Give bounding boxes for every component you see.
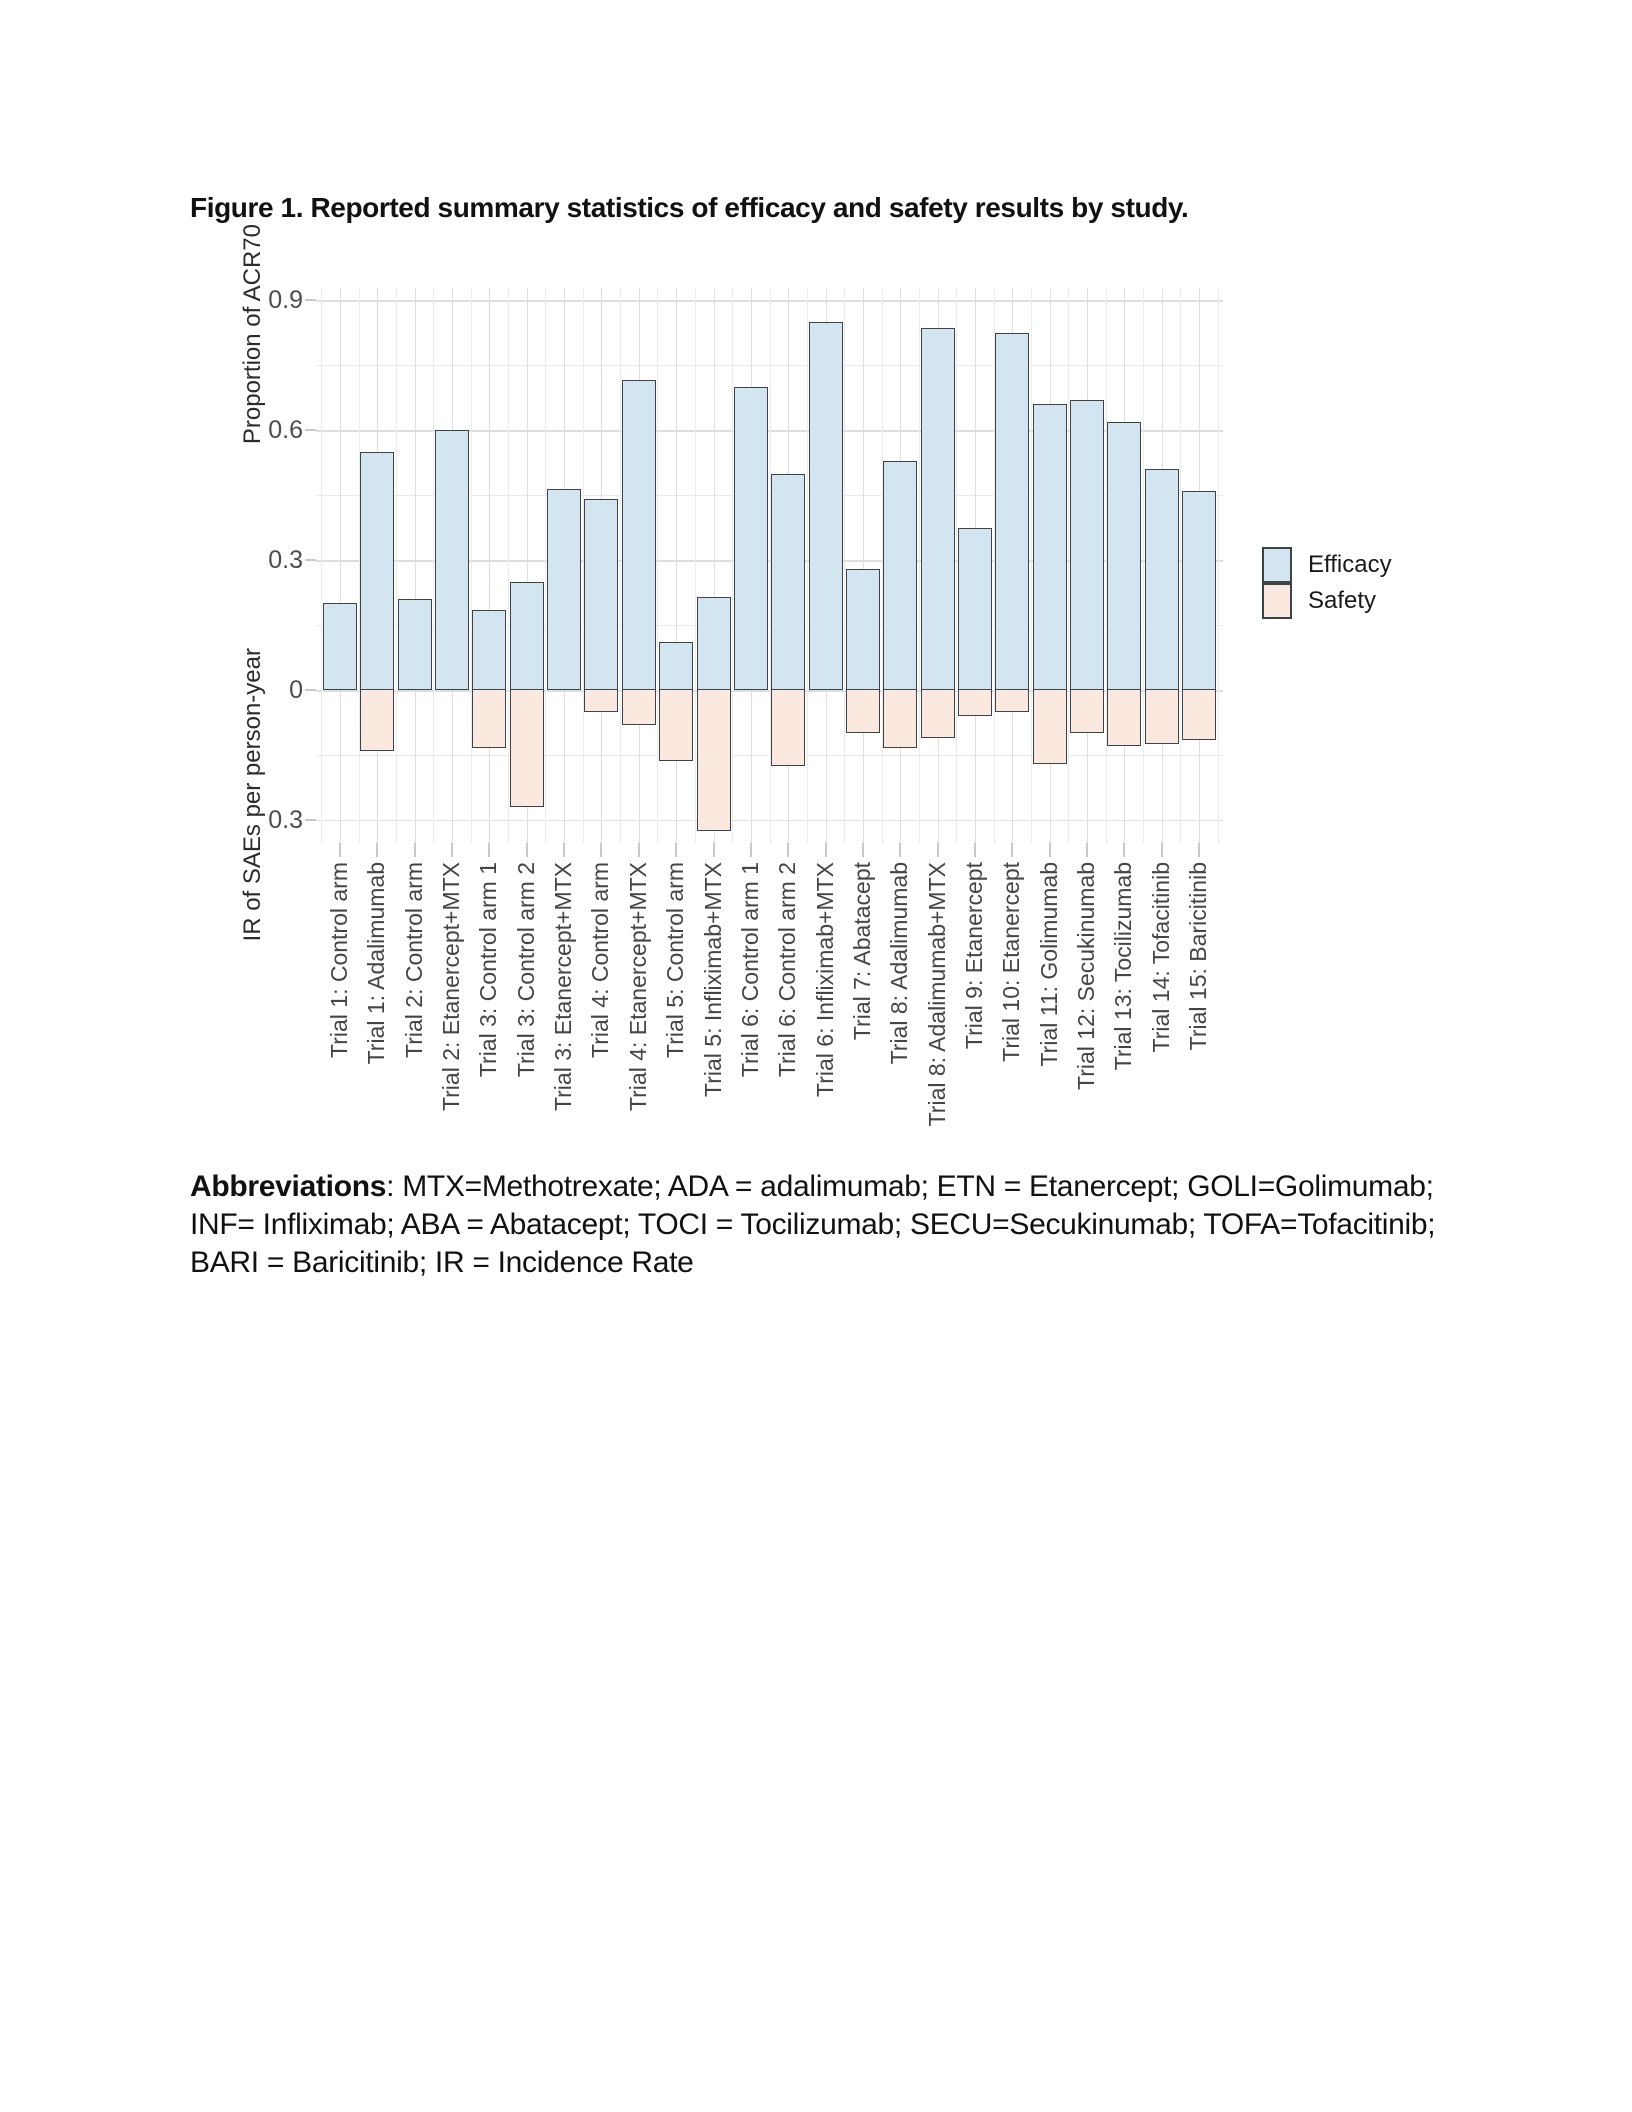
safety-bar bbox=[995, 689, 1029, 712]
efficacy-bar bbox=[323, 603, 357, 690]
x-tick-mark bbox=[862, 843, 864, 857]
safety-bar bbox=[1033, 689, 1067, 764]
gridline-major bbox=[489, 288, 490, 843]
efficacy-swatch bbox=[1262, 547, 1292, 583]
x-tick-mark bbox=[1161, 843, 1163, 857]
x-tick-mark bbox=[1049, 843, 1051, 857]
efficacy-bar bbox=[921, 328, 955, 690]
x-tick-label: Trial 2: Etanercept+MTX bbox=[438, 862, 465, 1112]
abbreviations-line1-text: : MTX=Methotrexate; ADA = adalimumab; ETN = Etanercept; GOLI=Golimumab; bbox=[386, 1170, 1434, 1203]
x-tick-label: Trial 13: Tocilizumab bbox=[1110, 862, 1137, 1071]
gridline-minor bbox=[471, 288, 472, 843]
abbreviations bbox=[190, 1168, 1520, 1282]
safety-bar bbox=[1070, 689, 1104, 733]
x-tick-label: Trial 9: Etanercept bbox=[960, 862, 987, 1050]
x-tick-label: Trial 4: Control arm bbox=[587, 862, 614, 1058]
safety-bar bbox=[360, 689, 394, 751]
abbreviations-line: BARI = Baricitinib; IR = Incidence Rate bbox=[190, 1246, 694, 1279]
efficacy-bar bbox=[1033, 404, 1067, 690]
safety-bar bbox=[622, 689, 656, 725]
efficacy-bar bbox=[1182, 491, 1216, 690]
x-tick-mark bbox=[675, 843, 677, 857]
x-tick-mark bbox=[825, 843, 827, 857]
y-tick-mark bbox=[305, 819, 316, 821]
efficacy-bar bbox=[1070, 400, 1104, 690]
x-tick-label: Trial 6: Control arm 2 bbox=[774, 862, 801, 1078]
x-tick-mark bbox=[376, 843, 378, 857]
efficacy-bar bbox=[547, 489, 581, 690]
x-tick-mark bbox=[638, 843, 640, 857]
safety-bar bbox=[697, 689, 731, 831]
efficacy-bar bbox=[1145, 469, 1179, 690]
y-tick-mark bbox=[305, 299, 316, 301]
x-tick-mark bbox=[1123, 843, 1125, 857]
x-tick-mark bbox=[937, 843, 939, 857]
efficacy-bar bbox=[846, 569, 880, 690]
x-tick-mark bbox=[488, 843, 490, 857]
x-tick-label: Trial 2: Control arm bbox=[400, 862, 427, 1058]
gridline-minor bbox=[321, 288, 322, 843]
y-axis-title-efficacy: Proportion of ACR70 bbox=[239, 224, 266, 445]
y-tick-mark bbox=[305, 689, 316, 691]
y-tick-label: 0.6 bbox=[268, 416, 303, 445]
gridline-minor bbox=[1218, 288, 1219, 843]
safety-bar bbox=[1182, 689, 1216, 740]
safety-bar bbox=[921, 689, 955, 738]
x-tick-mark bbox=[1086, 843, 1088, 857]
efficacy-bar bbox=[584, 499, 618, 690]
y-axis-title-safety: IR of SAEs per person-year bbox=[239, 648, 266, 942]
y-tick-mark bbox=[305, 559, 316, 561]
efficacy-bar bbox=[659, 642, 693, 690]
x-tick-mark bbox=[563, 843, 565, 857]
safety-bar bbox=[846, 689, 880, 733]
gridline-minor bbox=[396, 288, 397, 843]
efficacy-bar bbox=[1107, 422, 1141, 690]
efficacy-bar bbox=[472, 610, 506, 690]
x-tick-label: Trial 8: Adalimumab+MTX bbox=[923, 862, 950, 1127]
x-tick-label: Trial 3: Etanercept+MTX bbox=[550, 862, 577, 1112]
efficacy-bar bbox=[398, 599, 432, 690]
x-tick-label: Trial 14: Tofacitinib bbox=[1147, 862, 1174, 1053]
x-tick-mark bbox=[750, 843, 752, 857]
x-tick-mark bbox=[787, 843, 789, 857]
x-tick-label: Trial 5: Infliximab+MTX bbox=[699, 862, 726, 1097]
y-tick-label: 0.3 bbox=[268, 546, 303, 575]
safety-bar bbox=[883, 689, 917, 748]
abbreviations-lead: Abbreviations bbox=[190, 1170, 387, 1203]
gridline-minor bbox=[844, 288, 845, 843]
x-tick-mark bbox=[1011, 843, 1013, 857]
x-tick-label: Trial 6: Infliximab+MTX bbox=[811, 862, 838, 1097]
x-tick-label: Trial 11: Golimumab bbox=[1035, 862, 1062, 1067]
efficacy-bar bbox=[771, 474, 805, 691]
efficacy-bar bbox=[883, 461, 917, 690]
abbreviations-line bbox=[190, 1168, 1520, 1206]
efficacy-bar bbox=[697, 597, 731, 690]
x-tick-mark bbox=[1198, 843, 1200, 857]
legend-label-safety: Safety bbox=[1308, 587, 1377, 614]
efficacy-bar bbox=[435, 430, 469, 690]
y-tick-label: 0 bbox=[289, 676, 303, 704]
x-tick-label: Trial 5: Control arm bbox=[662, 862, 689, 1058]
x-tick-label: Trial 4: Etanercept+MTX bbox=[624, 862, 651, 1112]
efficacy-bar bbox=[734, 387, 768, 690]
efficacy-bar bbox=[958, 528, 992, 690]
safety-bar bbox=[584, 689, 618, 712]
x-tick-mark bbox=[713, 843, 715, 857]
chart-panel bbox=[316, 288, 1223, 843]
abbreviations-line: INF= Infliximab; ABA = Abatacept; TOCI = Tocilizumab; SECU=Secukinumab; TOFA=Tofacitinib; bbox=[190, 1208, 1436, 1241]
figure-title: Figure 1. Reported summary statistics of efficacy and safety results by study. bbox=[190, 192, 1189, 223]
y-tick-label: 0.3 bbox=[268, 805, 303, 834]
x-tick-mark bbox=[451, 843, 453, 857]
legend-entry-safety bbox=[1262, 583, 1392, 619]
x-tick-label: Trial 3: Control arm 2 bbox=[512, 862, 539, 1078]
x-tick-label: Trial 7: Abatacept bbox=[848, 862, 875, 1041]
safety-bar bbox=[1107, 689, 1141, 746]
x-tick-label: Trial 1: Adalimumab bbox=[363, 862, 390, 1065]
efficacy-bar bbox=[995, 333, 1029, 690]
x-tick-mark bbox=[974, 843, 976, 857]
efficacy-bar bbox=[809, 322, 843, 690]
x-tick-label: Trial 1: Control arm bbox=[326, 862, 352, 1058]
efficacy-bar bbox=[510, 582, 544, 690]
legend-entry-efficacy bbox=[1262, 547, 1392, 583]
x-tick-label: Trial 12: Secukinumab bbox=[1073, 862, 1099, 1090]
safety-bar bbox=[472, 689, 506, 748]
x-tick-mark bbox=[600, 843, 602, 857]
safety-bar bbox=[510, 689, 544, 807]
x-tick-mark bbox=[339, 843, 341, 857]
legend bbox=[1262, 547, 1392, 619]
safety-bar bbox=[1145, 689, 1179, 744]
safety-bar bbox=[958, 689, 992, 716]
x-tick-label: Trial 3: Control arm 1 bbox=[475, 862, 502, 1078]
y-tick-mark bbox=[305, 429, 316, 431]
x-tick-label: Trial 8: Adalimumab bbox=[886, 862, 913, 1065]
safety-swatch bbox=[1262, 583, 1292, 619]
x-tick-label: Trial 6: Control arm 1 bbox=[736, 862, 763, 1078]
gridline-major bbox=[415, 288, 416, 843]
gridline-major bbox=[340, 288, 341, 843]
efficacy-bar bbox=[622, 380, 656, 690]
x-tick-mark bbox=[414, 843, 416, 857]
x-tick-label: Trial 10: Etanercept bbox=[998, 862, 1025, 1062]
safety-bar bbox=[771, 689, 805, 766]
x-tick-label: Trial 15: Baricitinib bbox=[1185, 862, 1212, 1051]
efficacy-bar bbox=[360, 452, 394, 690]
legend-label-efficacy: Efficacy bbox=[1308, 551, 1392, 578]
x-tick-mark bbox=[899, 843, 901, 857]
safety-bar bbox=[659, 689, 693, 761]
y-tick-label: 0.9 bbox=[268, 286, 303, 315]
x-tick-mark bbox=[526, 843, 528, 857]
gridline-major bbox=[863, 288, 864, 843]
